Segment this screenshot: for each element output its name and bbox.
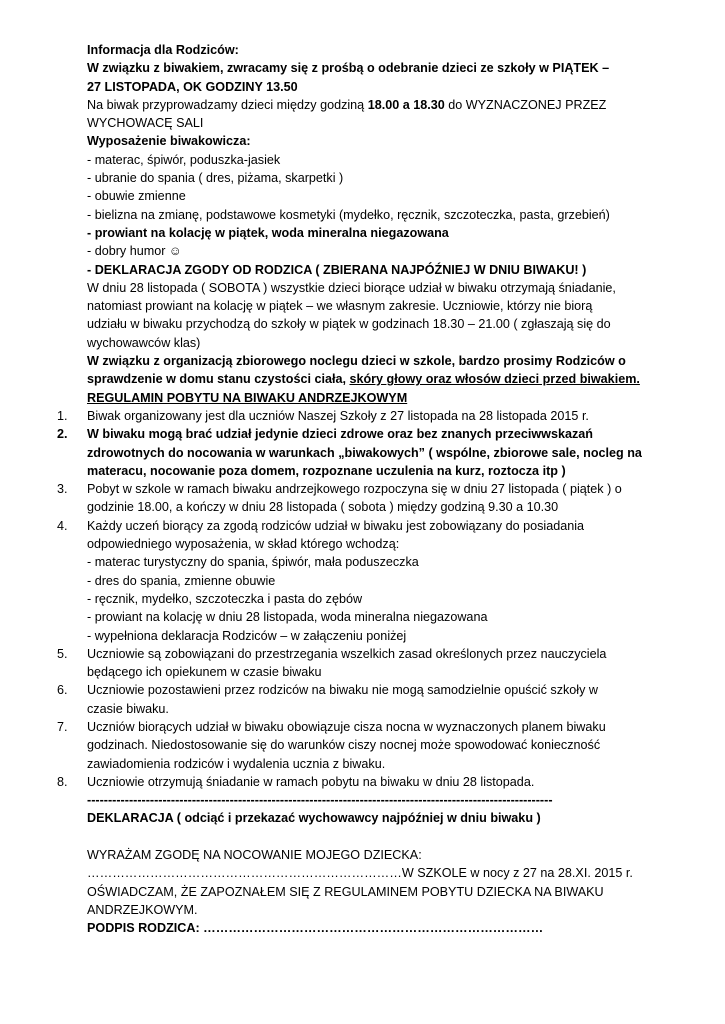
regulation-text: zawiadomienia rodziców i wydalenia ucznia z biwaku. — [87, 756, 386, 771]
drop-off-notice-continued: WYCHOWACĘ SALI — [87, 116, 204, 131]
drop-off-text-a: Na biwak przyprowadzamy dzieci między godziną — [87, 97, 368, 112]
regulation-item — [57, 645, 667, 682]
regulation-text: odpowiedniego wyposażenia, w skład którego wchodzą: — [87, 537, 400, 552]
parent-signature-line: PODPIS RODZICA: ……………………………………………………………………… — [87, 921, 544, 936]
declaration-consent: WYRAŻAM ZGODĘ NA NOCOWANIE MOJEGO DZIECKA: — [87, 848, 422, 863]
saturday-info-line: udziału w biwaku przychodzą do szkoły w piątek w godzinach 18.30 – 21.00 ( zgłaszają się do — [87, 317, 611, 332]
hygiene-text-underlined: skóry głowy oraz włosów dzieci przed biwakiem. — [349, 372, 640, 387]
regulation-text: Każdy uczeń biorący za zgodą rodziców udział w biwaku jest zobowiązany do posiadania — [87, 518, 585, 533]
regulation-text: Uczniowie są zobowiązani do przestrzegania wszelkich zasad określonych przez nauczyciela — [87, 646, 607, 661]
regulation-number: 2. — [57, 427, 68, 442]
pickup-notice-line-1: W związku z biwakiem, zwracamy się z prośbą o odebranie dzieci ze szkoły w PIĄTEK – — [87, 61, 610, 76]
hygiene-text-a: sprawdzenie w domu stanu czystości ciała, — [87, 372, 350, 387]
declaration-statement-line-1: OŚWIADCZAM, ŻE ZAPOZNAŁEM SIĘ Z REGULAMINEM POBYTU DZIECKA NA BIWAKU — [87, 884, 604, 899]
regulation-text: - prowiant na kolację w dniu 28 listopada, woda mineralna niegazowana — [87, 610, 488, 625]
regulation-number: 6. — [57, 683, 68, 698]
regulation-text: Uczniowie otrzymują śniadanie w ramach pobytu na biwaku w dniu 28 listopada. — [87, 774, 535, 789]
regulation-text: W biwaku mogą brać udział jedynie dzieci zdrowe oraz bez znanych przeciwwskazań — [87, 427, 593, 442]
regulation-text: materacu, nocowanie poza domem, rozpoznane uczulenia na kurz, roztocza itp ) — [87, 463, 566, 478]
regulation-item — [57, 407, 667, 425]
cut-line-separator: --------------------------------------------------------------------------------------------------------------- — [87, 793, 553, 808]
equipment-item: - DEKLARACJA ZGODY OD RODZICA ( ZBIERANA NAJPÓŹNIEJ W DNIU BIWAKU! ) — [87, 262, 587, 277]
regulation-text: zdrowotnych do nocowania w warunkach „biwakowych” ( wspólne, zbiorowe sale, nocleg na — [87, 445, 642, 460]
drop-off-times: 18.00 a 18.30 — [367, 97, 445, 112]
equipment-heading: Wyposażenie biwakowicza: — [87, 134, 251, 149]
declaration-statement-line-2: ANDRZEJKOWYM. — [87, 902, 198, 917]
regulation-text: godzinach. Niedostosowanie się do warunków ciszy nocnej może spowodować konieczność — [87, 738, 601, 753]
regulation-number: 7. — [57, 719, 68, 734]
spacer — [87, 828, 667, 846]
drop-off-text-b: do WYZNACZONEJ PRZEZ — [444, 97, 607, 112]
regulation-text: Pobyt w szkole w ramach biwaku andrzejkowego rozpoczyna się w dniu 27 listopada ( piątek ) o — [87, 482, 622, 497]
equipment-item: - dobry humor ☺ — [87, 244, 182, 259]
equipment-item: - materac, śpiwór, poduszka-jasiek — [87, 152, 281, 167]
pickup-notice-line-2: 27 LISTOPADA, OK GODZINY 13.50 — [87, 79, 298, 94]
equipment-item: - ubranie do spania ( dres, piżama, skarpetki ) — [87, 171, 344, 186]
regulation-text: - wypełniona deklaracja Rodziców – w załączeniu poniżej — [87, 628, 407, 643]
equipment-item: - obuwie zmienne — [87, 189, 186, 204]
child-name-line: …………………………………………………………………W SZKOLE w nocy z 27 na 28.XI. 2015 r. — [87, 866, 633, 881]
regulation-item — [57, 681, 667, 718]
regulation-text: - dres do spania, zmienne obuwie — [87, 573, 276, 588]
regulation-item — [57, 773, 667, 791]
regulation-item — [57, 718, 667, 773]
regulation-number: 1. — [57, 408, 68, 423]
saturday-info-line: wychowawców klas) — [87, 335, 201, 350]
regulation-item — [57, 517, 667, 645]
regulation-item — [57, 480, 667, 517]
hygiene-notice-line-1: W związku z organizacją zbiorowego noclegu dzieci w szkole, bardzo prosimy Rodziców o — [87, 354, 626, 369]
drop-off-notice — [87, 96, 667, 114]
regulation-item — [57, 425, 667, 480]
equipment-item: - bielizna na zmianę, podstawowe kosmetyki (mydełko, ręcznik, szczoteczka, pasta, grzebień) — [87, 207, 610, 222]
regulation-text: będącego ich opiekunem w czasie biwaku — [87, 665, 322, 680]
regulation-text: Uczniowie pozostawieni przez rodziców na biwaku nie mogą samodzielnie opuścić szkoły w — [87, 683, 598, 698]
regulation-text: Biwak organizowany jest dla uczniów Naszej Szkoły z 27 listopada na 28 listopada 2015 r. — [87, 408, 589, 423]
regulation-text: czasie biwaku. — [87, 701, 169, 716]
equipment-item: - prowiant na kolację w piątek, woda mineralna niegazowana — [87, 225, 449, 240]
regulation-text: godzinie 18.00, a kończy w dniu 28 listopada ( sobota ) między godziną 9.30 a 10.30 — [87, 500, 559, 515]
regulation-number: 3. — [57, 482, 68, 497]
regulation-number: 4. — [57, 518, 68, 533]
regulation-text: Uczniów biorących udział w biwaku obowiązuje cisza nocna w wyznaczonych planem biwaku — [87, 719, 606, 734]
regulations-title: REGULAMIN POBYTU NA BIWAKU ANDRZEJKOWYM — [87, 390, 408, 405]
regulation-text: - materac turystyczny do spania, śpiwór, mała poduszeczka — [87, 555, 419, 570]
saturday-info-line: natomiast prowiant na kolację w piątek – we własnym zakresie. Uczniowie, którzy nie biorą — [87, 299, 593, 314]
document-page — [57, 41, 667, 938]
regulation-number: 8. — [57, 774, 68, 789]
info-heading: Informacja dla Rodziców: — [87, 43, 239, 57]
hygiene-notice-line-2 — [87, 370, 667, 388]
regulations-list — [57, 407, 667, 791]
regulation-number: 5. — [57, 646, 68, 661]
regulation-text: - ręcznik, mydełko, szczoteczka i pasta do zębów — [87, 591, 363, 606]
saturday-info-line: W dniu 28 listopada ( SOBOTA ) wszystkie dzieci biorące udział w biwaku otrzymają śniadanie, — [87, 280, 616, 295]
declaration-title: DEKLARACJA ( odciąć i przekazać wychowawcy najpóźniej w dniu biwaku ) — [87, 811, 541, 826]
